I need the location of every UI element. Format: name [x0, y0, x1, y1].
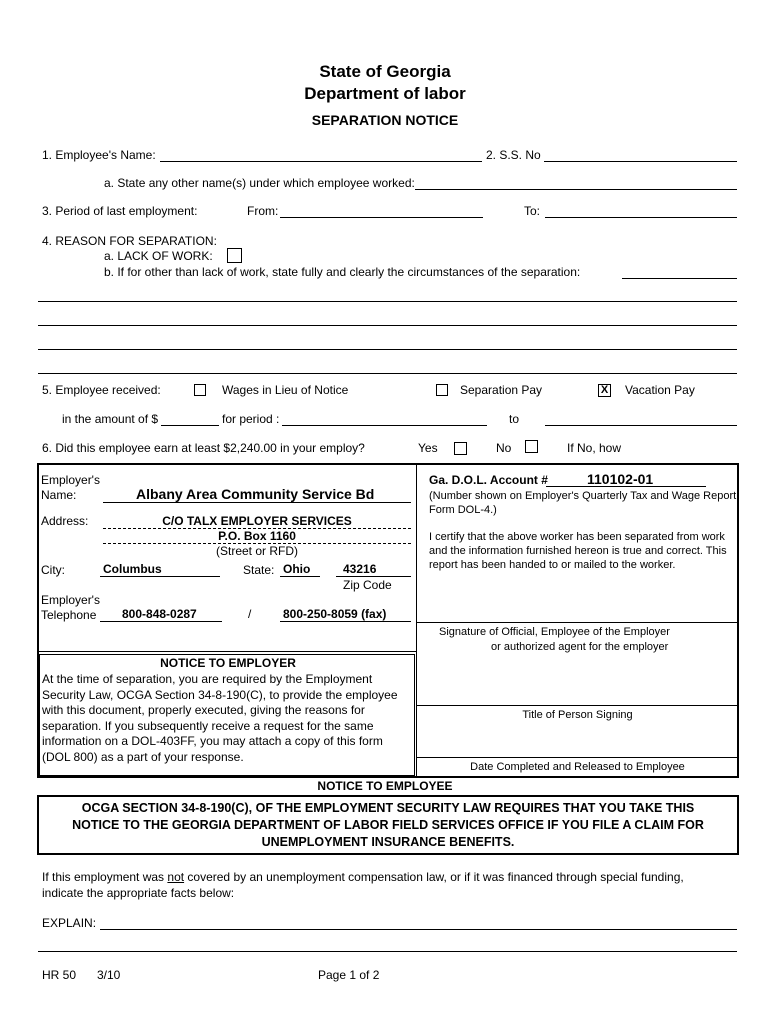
reason-line-1[interactable]	[38, 301, 737, 302]
notice-to-employer-title: NOTICE TO EMPLOYER	[160, 656, 296, 670]
vacation-pay-checkbox[interactable]: X	[598, 384, 611, 397]
city-value: Columbus	[103, 562, 162, 576]
funding-line-1-pre: If this employment was	[42, 870, 168, 884]
last-employment-label: 3. Period of last employment:	[42, 204, 198, 218]
wages-in-lieu-label: Wages in Lieu of Notice	[222, 383, 349, 397]
city-label: City:	[41, 563, 65, 577]
employer-label: Employer's	[41, 473, 100, 487]
zip-value: 43216	[343, 562, 377, 576]
employee-name-label: 1. Employee's Name:	[42, 148, 156, 162]
period-to-label: to	[509, 412, 520, 426]
other-names-label: a. State any other name(s) under which employee worked:	[104, 176, 415, 190]
title-signing-line[interactable]	[417, 705, 738, 706]
reason-line-4[interactable]	[38, 373, 737, 374]
form-title: SEPARATION NOTICE	[311, 112, 459, 128]
notice-to-employer-body: At the time of separation, you are required by the Employment Security Law, OCGA Section 34-8-190(C), to provide the employee with this document, properly executed, giving the reasons for separation. If you subsequently receive a request for the same information on a DOL-403FF, you may attach a copy of this form (DOL 800) as a part of your response.	[42, 672, 398, 764]
city-field[interactable]	[100, 576, 220, 577]
funding-line-2: indicate the appropriate facts below:	[42, 886, 235, 900]
employer-name-label: Name:	[41, 488, 77, 502]
lack-of-work-label: a. LACK OF WORK:	[104, 249, 213, 263]
from-date-field[interactable]	[280, 217, 483, 218]
title-signing-label: Title of Person Signing	[522, 709, 633, 721]
state-label: State:	[243, 563, 275, 577]
account-field[interactable]	[546, 486, 706, 487]
notice-to-employee-line-1: OCGA SECTION 34-8-190(C), OF THE EMPLOYMENT SECURITY LAW REQUIRES THAT YOU TAKE THIS	[81, 801, 695, 815]
notice-to-employee-line-2: NOTICE TO THE GEORGIA DEPARTMENT OF LABOR FIELD SERVICES OFFICE IF YOU FILE A CLAIM FOR	[72, 818, 704, 832]
funding-line-1	[42, 870, 684, 884]
state-field[interactable]	[280, 576, 320, 577]
fax-value: 800-250-8059 (fax)	[283, 607, 387, 621]
employer-name-separator	[38, 651, 416, 652]
signature-label-1: Signature of Official, Employee of the Employer	[439, 626, 670, 638]
amount-label: in the amount of $	[62, 412, 159, 426]
funding-not: not	[167, 870, 185, 884]
reason-label: 4. REASON FOR SEPARATION:	[42, 234, 217, 248]
account-note-1: (Number shown on Employer's Quarterly Tax and Wage Report,	[429, 490, 740, 502]
form-id: HR 50	[42, 968, 77, 982]
date-completed-label: Date Completed and Released to Employee	[470, 761, 685, 773]
employee-received-label: 5. Employee received:	[42, 383, 161, 397]
account-value: 110102-01	[587, 471, 654, 487]
page-number: Page 1 of 2	[318, 968, 380, 982]
yes-checkbox[interactable]	[454, 442, 467, 455]
earn-question: 6. Did this employee earn at least $2,240.00 in your employ?	[42, 441, 365, 455]
account-note-2: Form DOL-4.)	[429, 504, 497, 516]
separation-pay-checkbox[interactable]	[436, 384, 448, 396]
funding-line-1-post: covered by an unemployment compensation law, or if it was financed through special funding,	[184, 870, 684, 884]
employer-divider	[416, 464, 417, 777]
amount-field[interactable]	[161, 425, 219, 426]
date-completed-line[interactable]	[417, 757, 738, 758]
lack-of-work-checkbox[interactable]	[227, 248, 242, 263]
certify-line-1: I certify that the above worker has been separated from work	[429, 531, 725, 543]
certify-line-3: report has been handed to or mailed to the worker.	[429, 559, 676, 571]
notice-to-employee-line-3: UNEMPLOYMENT INSURANCE BENEFITS.	[261, 835, 515, 849]
state-title: State of Georgia	[319, 62, 451, 81]
form-revision: 3/10	[97, 968, 121, 982]
other-reason-field[interactable]	[622, 278, 737, 279]
address-label: Address:	[41, 514, 89, 528]
explain-line-2[interactable]	[38, 951, 737, 952]
telephone-label-1: Employer's	[41, 593, 100, 607]
employer-name-value: Albany Area Community Service Bd	[136, 486, 375, 502]
reason-line-2[interactable]	[38, 325, 737, 326]
signature-line[interactable]	[417, 622, 738, 623]
zip-field[interactable]	[336, 576, 411, 577]
to-label: To:	[524, 204, 541, 218]
period-to-field[interactable]	[545, 425, 737, 426]
other-names-field[interactable]	[415, 189, 737, 190]
to-date-field[interactable]	[545, 217, 737, 218]
street-hint: (Street or RFD)	[215, 544, 298, 558]
separation-pay-label: Separation Pay	[460, 383, 543, 397]
yes-label: Yes	[418, 441, 438, 455]
zip-label: Zip Code	[343, 578, 392, 592]
phone-field[interactable]	[100, 621, 222, 622]
signature-label-2: or authorized agent for the employer	[491, 641, 669, 653]
ssn-label: 2. S.S. No	[486, 148, 541, 162]
employee-name-field[interactable]	[160, 161, 482, 162]
department-title: Department of labor	[304, 84, 466, 103]
certify-line-2: and the information furnished hereon is true and correct. This	[429, 545, 727, 557]
period-from-field[interactable]	[282, 425, 487, 426]
state-value: Ohio	[283, 562, 311, 576]
explain-field[interactable]	[100, 929, 737, 930]
other-reason-label: b. If for other than lack of work, state fully and clearly the circumstances of the separation:	[104, 265, 581, 279]
phone-separator: /	[248, 607, 252, 621]
no-checkbox[interactable]	[525, 440, 538, 453]
fax-field[interactable]	[280, 621, 411, 622]
account-label: Ga. D.O.L. Account #	[429, 473, 548, 487]
wages-in-lieu-checkbox[interactable]	[194, 384, 206, 396]
employer-name-field[interactable]	[103, 502, 411, 503]
if-no-label: If No, how	[567, 441, 622, 455]
address-line2: P.O. Box 1160	[218, 529, 296, 543]
from-label: From:	[247, 204, 279, 218]
ssn-field[interactable]	[544, 161, 737, 162]
no-label: No	[496, 441, 512, 455]
phone-value: 800-848-0287	[122, 607, 197, 621]
reason-line-3[interactable]	[38, 349, 737, 350]
address-line1: C/O TALX EMPLOYER SERVICES	[162, 514, 352, 528]
period-label: for period :	[222, 412, 280, 426]
notice-to-employee-title: NOTICE TO EMPLOYEE	[317, 779, 453, 793]
vacation-pay-label: Vacation Pay	[625, 383, 695, 397]
telephone-label-2: Telephone	[41, 608, 97, 622]
explain-label: EXPLAIN:	[42, 916, 97, 930]
